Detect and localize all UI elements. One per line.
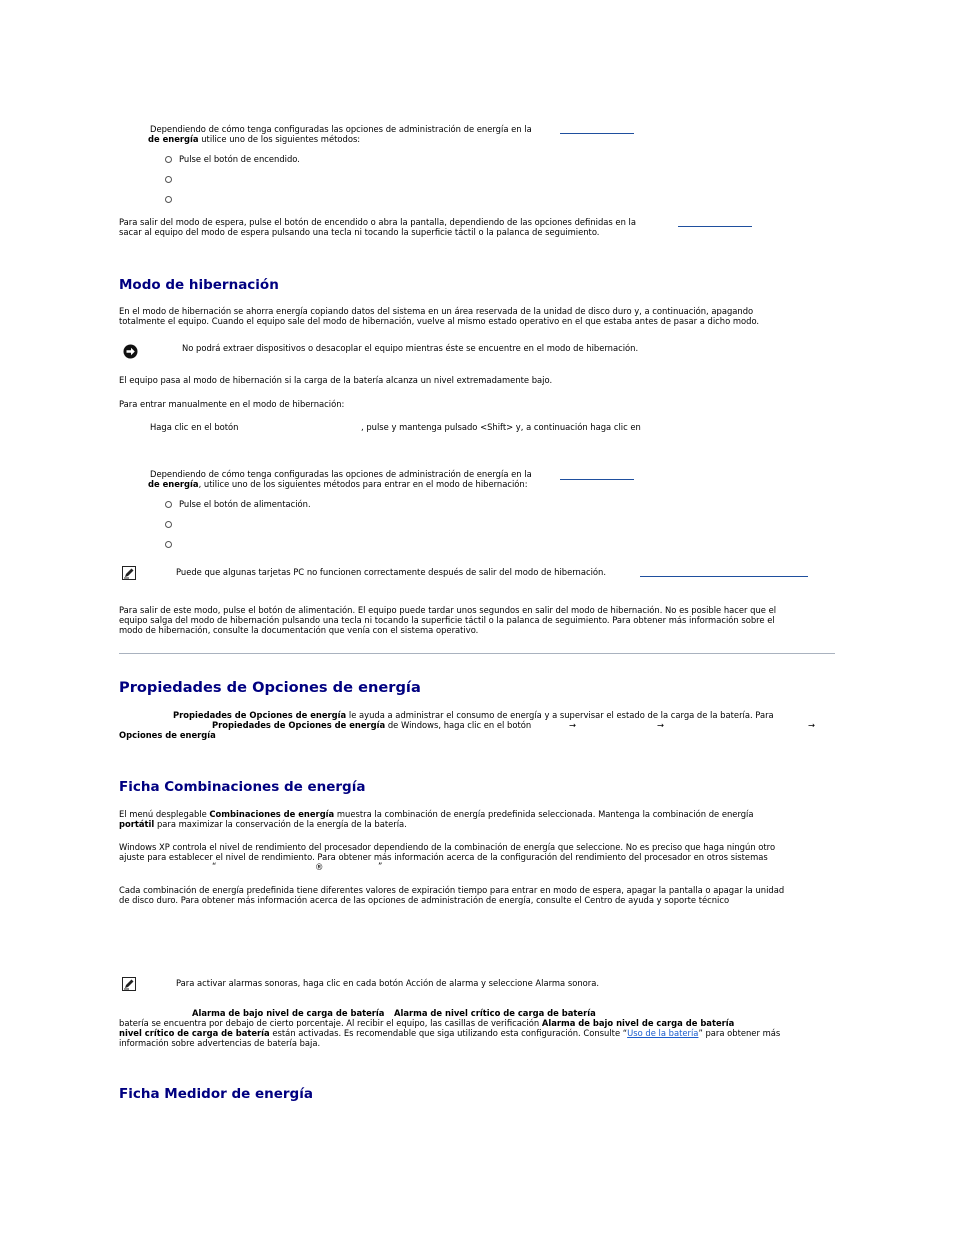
- hibernation-method-1: Pulse el botón de alimentación.: [179, 499, 311, 509]
- registered-mark: ®: [315, 862, 324, 872]
- properties-l3-bold: Opciones de energía: [119, 730, 216, 740]
- bullet-icon: [165, 176, 172, 183]
- standby-intro-rest: utilice uno de los siguientes métodos:: [198, 134, 361, 144]
- hibernation-exit-line1: Para salir de este modo, pulse el botón de alimentación. El equipo puede tardar unos segundos en salir del modo de hibernación. No es posible hacer que el: [119, 605, 777, 615]
- hibernation-step-a: Haga clic en el botón: [150, 422, 239, 432]
- alarm-low-text: Alarma de bajo nivel de carga de batería: [192, 1008, 385, 1018]
- standby-exit-link[interactable]: [678, 226, 752, 227]
- bullet-icon: [165, 541, 172, 548]
- standby-exit-line2: sacar al equipo del modo de espera pulsando una tecla ni tocando la superficie táctil o la palanca de seguimiento.: [119, 227, 600, 237]
- hibernation-p1-line2: totalmente el equipo. Cuando el equipo sale del modo de hibernación, vuelve al mismo estado operativo en el que estaba antes de pasar a dicho modo.: [119, 316, 760, 326]
- quote-close: ”: [378, 861, 383, 871]
- arrow-right-icon: →: [808, 720, 816, 730]
- hibernation-intro-rest: , utilice uno de los siguientes métodos para entrar en el modo de hibernación:: [198, 479, 528, 489]
- properties-l1-rest: le ayuda a administrar el consumo de energía y a supervisar el estado de la carga de la batería. Para: [346, 710, 774, 720]
- hibernation-notice: No podrá extraer dispositivos o desacoplar el equipo mientras éste se encuentre en el modo de hibernación.: [182, 343, 639, 353]
- standby-power-options-link[interactable]: [560, 133, 634, 134]
- alarm-line2-text: batería se encuentra por debajo de cierto porcentaje. Al recibir el equipo, las casillas de verificación: [119, 1018, 542, 1028]
- schemes-p1-line2: [119, 819, 407, 829]
- alarm-line3: [119, 1028, 780, 1038]
- notice-arrow-icon: [123, 344, 138, 359]
- hibernation-intro-line2: [148, 479, 528, 489]
- arrow-right-icon: →: [569, 720, 577, 730]
- schemes-p1-line1: [119, 809, 754, 819]
- hibernation-note-link[interactable]: [640, 576, 808, 577]
- standby-method-1: Pulse el botón de encendido.: [179, 154, 300, 164]
- properties-line3: [119, 730, 216, 740]
- schemes-p1-b: Combinaciones de energía: [209, 809, 335, 819]
- arrow-right-icon: →: [657, 720, 665, 730]
- quote-open: “: [212, 861, 217, 871]
- alarm-line3-bold: nivel crítico de carga de batería: [119, 1028, 270, 1038]
- bullet-icon: [165, 501, 172, 508]
- alarm-low-label: [192, 1008, 384, 1018]
- schemes-p3-line1: Cada combinación de energía predefinida tiene diferentes valores de expiración tiempo para entrar en modo de espera, apagar la pantalla o apagar la unidad: [119, 885, 785, 895]
- alarm-line2-bold: Alarma de bajo nivel de carga de batería: [541, 1018, 735, 1028]
- alarm-line3-rest: están activadas. Es recomendable que siga utilizando esta configuración. Consulte “: [269, 1028, 628, 1038]
- alarm-line3-end: ” para obtener más: [698, 1028, 781, 1038]
- hibernation-title: Modo de hibernación: [119, 277, 279, 293]
- schemes-p3-line2: de disco duro. Para obtener más información acerca de las opciones de administración de energía, consulte el Centro de ayuda y soporte técnico: [119, 895, 730, 905]
- properties-l2-rest: de Windows, haga clic en el botón: [385, 720, 532, 730]
- hibernation-step-b: , pulse y mantenga pulsado <Shift> y, a continuación haga clic en: [361, 422, 641, 432]
- hibernation-exit-line2: equipo salga del modo de hibernación pulsando una tecla ni tocando la superficie táctil o la palanca de seguimiento. Para obtener más información sobre el: [119, 615, 775, 625]
- hibernation-note: Puede que algunas tarjetas PC no funcionen correctamente después de salir del modo de hibernación.: [176, 567, 606, 577]
- properties-line2: [212, 720, 531, 730]
- standby-intro-line2: [148, 134, 360, 144]
- meter-title: Ficha Medidor de energía: [119, 1086, 313, 1102]
- standby-intro-bold: de energía: [148, 134, 199, 144]
- bullet-icon: [165, 196, 172, 203]
- hibernation-p1-line1: En el modo de hibernación se ahorra energía copiando datos del sistema en un área reservada de la unidad de disco duro y, a continuación, apagando: [119, 306, 754, 316]
- hibernation-exit-line3: modo de hibernación, consulte la documentación que venía con el sistema operativo.: [119, 625, 479, 635]
- note-pencil-icon: [122, 977, 136, 991]
- schemes-p2-line2: ajuste para establecer el nivel de rendimiento. Para obtener más información acerca de la configuración del rendimiento del procesador en otros sistemas: [119, 852, 768, 862]
- properties-title: Propiedades de Opciones de energía: [119, 679, 421, 696]
- properties-l2-bold: Propiedades de Opciones de energía: [212, 720, 386, 730]
- properties-line1: [173, 710, 774, 720]
- hibernation-p2: El equipo pasa al modo de hibernación si la carga de la batería alcanza un nivel extremadamente bajo.: [119, 375, 553, 385]
- hibernation-intro-bold: de energía: [148, 479, 199, 489]
- schemes-p1-a: El menú desplegable: [119, 809, 210, 819]
- schemes-p1-c: muestra la combinación de energía predefinida seleccionada. Mantenga la combinación de energía: [334, 809, 754, 819]
- schemes-p2-line1: Windows XP controla el nivel de rendimiento del procesador dependiendo de la combinación de energía que seleccione. No es preciso que haga ningún otro: [119, 842, 776, 852]
- schemes-note: Para activar alarmas sonoras, haga clic en cada botón Acción de alarma y seleccione Alarma sonora.: [176, 978, 600, 988]
- schemes-title: Ficha Combinaciones de energía: [119, 779, 366, 795]
- properties-l1-bold: Propiedades de Opciones de energía: [173, 710, 347, 720]
- alarm-line4: información sobre advertencias de batería baja.: [119, 1038, 321, 1048]
- standby-intro-line1: Dependiendo de cómo tenga configuradas las opciones de administración de energía en la: [150, 124, 532, 134]
- hibernation-p3: Para entrar manualmente en el modo de hibernación:: [119, 399, 345, 409]
- hibernation-power-options-link[interactable]: [560, 479, 634, 480]
- note-pencil-icon: [122, 566, 136, 580]
- battery-use-link[interactable]: Uso de la batería: [627, 1028, 699, 1038]
- schemes-p1-d: portátil: [119, 819, 155, 829]
- bullet-icon: [165, 156, 172, 163]
- standby-exit-line1: Para salir del modo de espera, pulse el botón de encendido o abra la pantalla, dependiendo de las opciones definidas en la: [119, 217, 637, 227]
- schemes-p1-e: para maximizar la conservación de la energía de la batería.: [154, 819, 407, 829]
- bullet-icon: [165, 521, 172, 528]
- alarm-line2: [119, 1018, 734, 1028]
- section-divider: [119, 653, 835, 654]
- hibernation-intro-line1: Dependiendo de cómo tenga configuradas las opciones de administración de energía en la: [150, 469, 532, 479]
- alarm-critical-text: Alarma de nivel crítico de carga de batería: [394, 1008, 596, 1018]
- alarm-critical-label: [394, 1008, 596, 1018]
